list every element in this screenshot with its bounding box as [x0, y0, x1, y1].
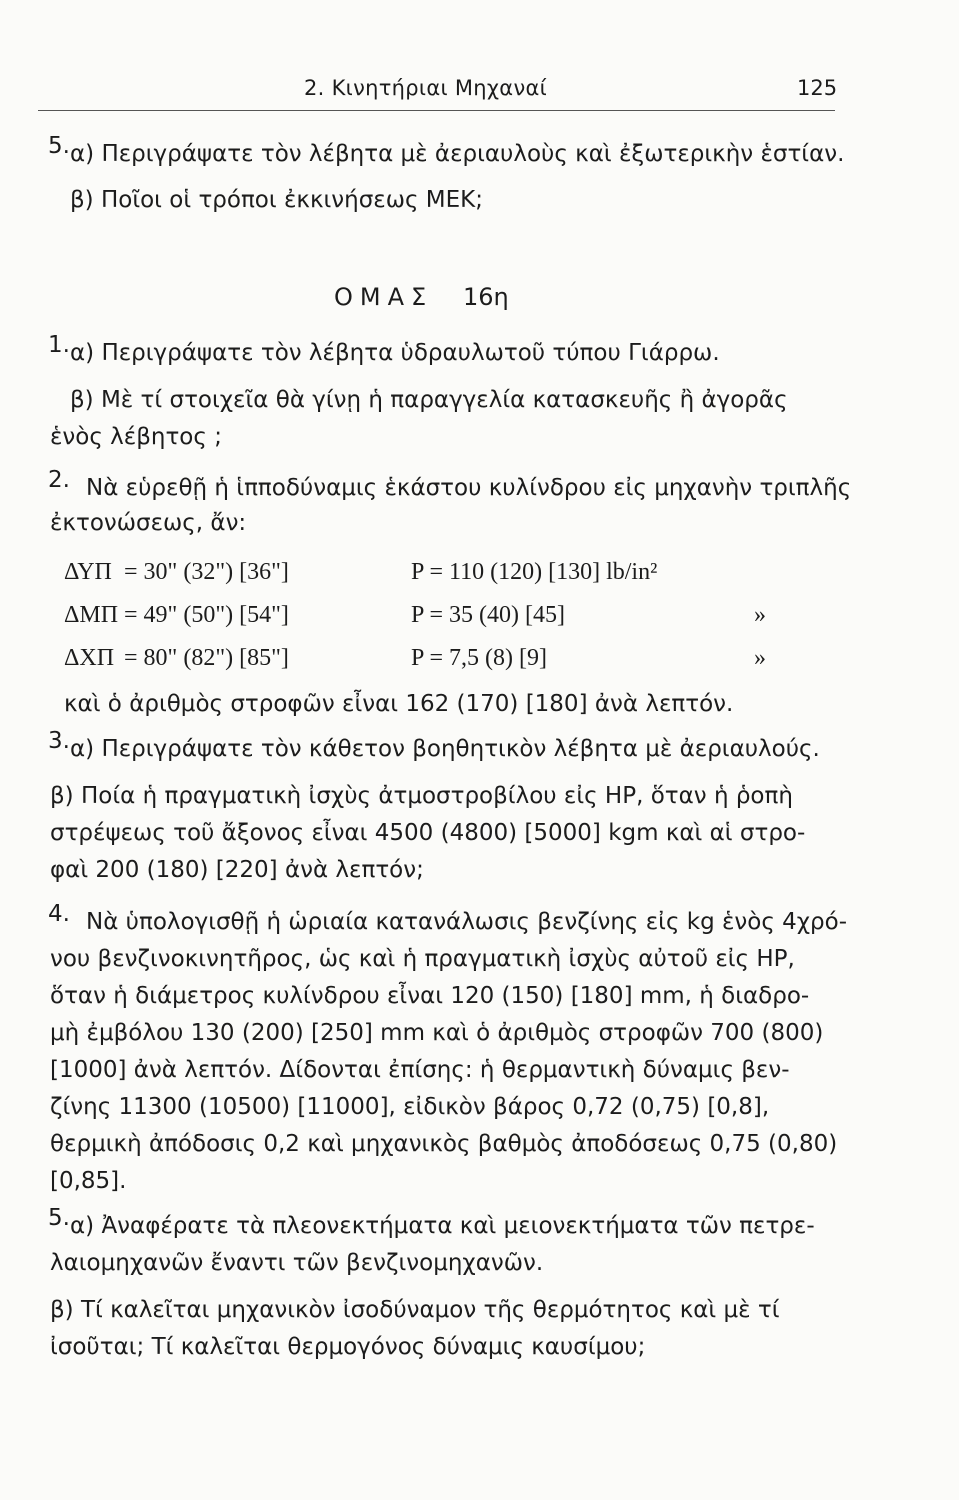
- q4-line: [1000] ἀνὰ λεπτόν. Δίδονται ἐπίσης: ἡ θερμαντικὴ δύναμις βεν-: [50, 1057, 790, 1083]
- q2-row-pressure: P = 110 (120) [130] lb/in²: [411, 559, 658, 585]
- header-rule: [38, 110, 835, 111]
- prev-question-number: 5.: [48, 133, 70, 159]
- prev-q5-line-b: β) Ποῖοι οἱ τρόποι ἐκκινήσεως ΜΕΚ;: [70, 187, 484, 213]
- question-5-number: 5.: [48, 1205, 70, 1231]
- q2-closing: καὶ ὁ ἀριθμὸς στροφῶν εἶναι 162 (170) [180] ἀνὰ λεπτόν.: [64, 691, 734, 717]
- q2-row-unit: »: [754, 645, 766, 671]
- q4-line: θερμικὴ ἀπόδοσις 0,2 καὶ μηχανικὸς βαθμὸς ἀποδόσεως 0,75 (0,80): [50, 1131, 838, 1157]
- q5-line: β) Τί καλεῖται μηχανικὸν ἰσοδύναμον τῆς θερμότητος καὶ μὲ τί: [50, 1297, 780, 1323]
- q1-line: ἑνὸς λέβητος ;: [50, 424, 222, 450]
- q2-row-pressure: P = 7,5 (8) [9]: [411, 645, 547, 671]
- q1-line: α) Περιγράψατε τὸν λέβητα ὑδραυλωτοῦ τύπου Γιάρρω.: [70, 340, 720, 366]
- q4-line: μὴ ἐμβόλου 130 (200) [250] mm καὶ ὁ ἀριθμὸς στροφῶν 700 (800): [50, 1020, 824, 1046]
- q3-line: στρέψεως τοῦ ἄξονος εἶναι 4500 (4800) [5000] kgm καὶ αἱ στρο-: [50, 820, 806, 846]
- group-number: 16η: [463, 283, 509, 311]
- q5-line: λαιομηχανῶν ἔναντι τῶν βενζινομηχανῶν.: [50, 1250, 544, 1276]
- q4-line: ὅταν ἡ διάμετρος κυλίνδρου εἶναι 120 (150) [180] mm, ἡ διαδρο-: [50, 983, 810, 1009]
- prev-q5-line-a: α) Περιγράψατε τὸν λέβητα μὲ ἀεριαυλοὺς καὶ ἐξωτερικὴν ἑστίαν.: [70, 141, 845, 167]
- question-4-number: 4.: [48, 901, 70, 927]
- q2-line: ἐκτονώσεως, ἄν:: [50, 510, 247, 536]
- q3-line: α) Περιγράψατε τὸν κάθετον βοηθητικὸν λέβητα μὲ ἀεριαυλούς.: [70, 736, 820, 762]
- page-number: 125: [797, 76, 838, 100]
- question-3-number: 3.: [48, 728, 70, 754]
- group-heading: ΟΜΑΣ: [334, 283, 434, 311]
- q1-line: β) Μὲ τί στοιχεῖα θὰ γίνῃ ἡ παραγγελία κατασκευῆς ἢ ἀγορᾶς: [70, 387, 788, 413]
- running-header-title: 2. Κινητήριαι Μηχαναί: [304, 76, 548, 100]
- q2-row-diameter: = 30" (32") [36"]: [124, 559, 289, 585]
- q4-line: [0,85].: [50, 1168, 127, 1194]
- q2-row-label: ΔΥΠ: [64, 559, 112, 585]
- q2-row-label: ΔΜΠ: [64, 602, 119, 628]
- q2-row-unit: »: [754, 602, 766, 628]
- q5-line: ἰσοῦται; Τί καλεῖται θερμογόνος δύναμις καυσίμου;: [50, 1334, 646, 1360]
- q2-row-pressure: P = 35 (40) [45]: [411, 602, 565, 628]
- q4-line: ζίνης 11300 (10500) [11000], εἰδικὸν βάρος 0,72 (0,75) [0,8],: [50, 1094, 770, 1120]
- q4-line: νου βενζινοκινητῆρος, ὡς καὶ ἡ πραγματικὴ ἰσχὺς αὐτοῦ εἰς HP,: [50, 946, 795, 972]
- question-2-number: 2.: [48, 467, 70, 493]
- q3-line: φαὶ 200 (180) [220] ἀνὰ λεπτόν;: [50, 857, 424, 883]
- q2-line: Νὰ εὑρεθῇ ἡ ἱπποδύναμις ἑκάστου κυλίνδρου εἰς μηχανὴν τριπλῆς: [86, 475, 852, 501]
- question-1-number: 1.: [48, 332, 70, 358]
- q2-row-label: ΔΧΠ: [64, 645, 115, 671]
- q4-line: Νὰ ὑπολογισθῇ ἡ ὡριαία κατανάλωσις βενζίνης εἰς kg ἑνὸς 4χρό-: [86, 909, 848, 935]
- q5-line: α) Ἀναφέρατε τὰ πλεονεκτήματα καὶ μειονεκτήματα τῶν πετρε-: [70, 1213, 815, 1239]
- q2-row-diameter: = 49" (50") [54"]: [124, 602, 289, 628]
- q2-row-diameter: = 80" (82") [85"]: [124, 645, 289, 671]
- q3-line: β) Ποία ἡ πραγματικὴ ἰσχὺς ἀτμοστροβίλου εἰς HP, ὅταν ἡ ῥοπὴ: [50, 783, 793, 809]
